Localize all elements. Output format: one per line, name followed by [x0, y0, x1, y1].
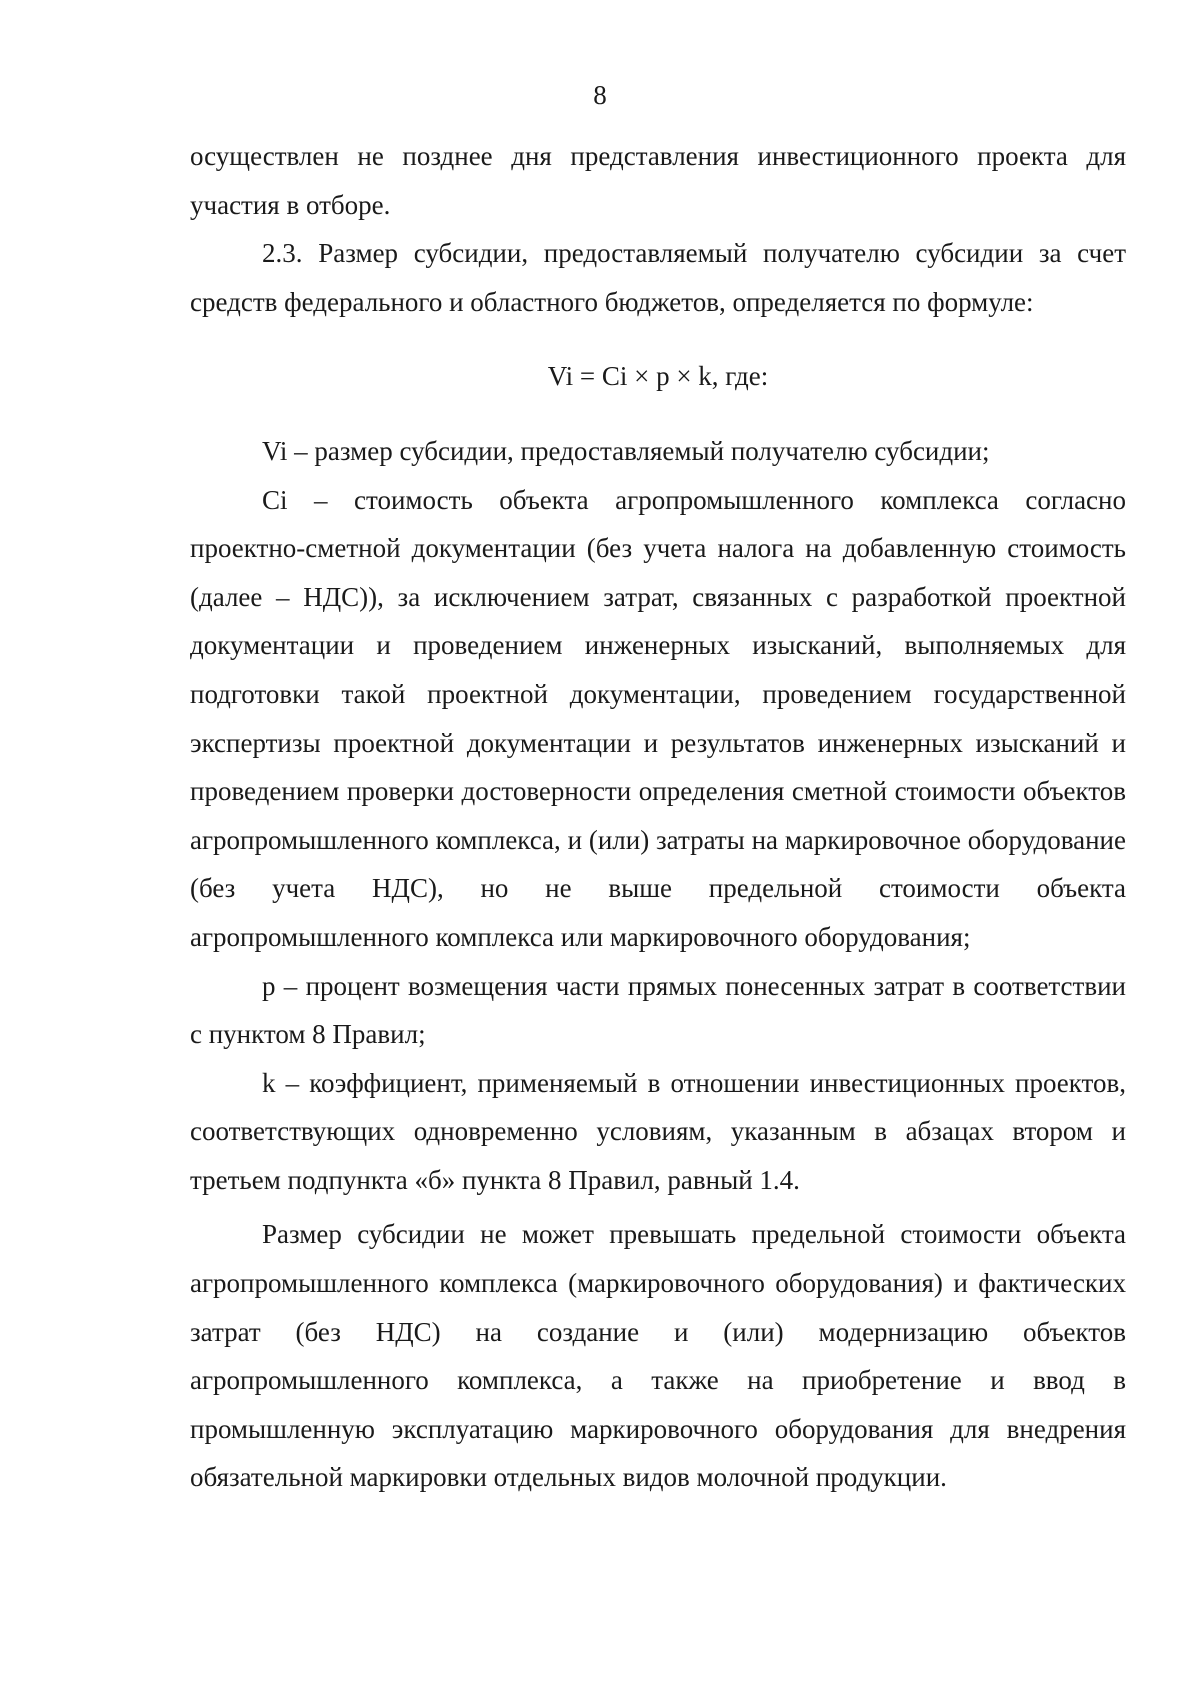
formula: Vi = Ci × p × k, где:	[547, 361, 769, 392]
definition-ci: Ci – стоимость объекта агропромышленного комплекса согласно проектно-сметной документации (без учета налога на добавленную стоимость (далее – НДС)), за исключением затрат, связанных с разработкой проектной документации и проведением инженерных изысканий, выполняемых для подготовки такой проектной документации, проведением государственной экспертизы проектной документации и результатов инженерных изысканий и проведением проверки достоверности определения сметной стоимости объектов агропромышленного комплекса, и (или) затраты на маркировочное оборудование (без учета НДС), но не выше предельной стоимости объекта агропромышленного комплекса или маркировочного оборудования;	[190, 484, 1126, 952]
paragraph-subsidy-limit: Размер субсидии не может превышать предельной стоимости объекта агропромышленного комплекса (маркировочного оборудования) и фактических затрат (без НДС) на создание и (или) модернизацию объектов агропромышленного комплекса, а также на приобретение и ввод в промышленную эксплуатацию маркировочного оборудования для внедрения обязательной маркировки отдельных видов молочной продукции.	[190, 1219, 1126, 1493]
document-body	[190, 132, 1126, 1502]
page-number: 8	[593, 80, 607, 110]
definition-vi: Vi – размер субсидии, предоставляемый получателю субсидии;	[262, 435, 990, 466]
definition-p: p – процент возмещения части прямых понесенных затрат в соответствии с пунктом 8 Правил;	[190, 970, 1126, 1050]
paragraph-section-2-3: 2.3. Размер субсидии, предоставляемый получателю субсидии за счет средств федерального и областного бюджетов, определяется по формуле:	[190, 238, 1126, 317]
definition-k: k – коэффициент, применяемый в отношении инвестиционных проектов, соответствующих одновременно условиям, указанным в абзацах втором и третьем подпункта «б» пункта 8 Правил, равный 1.4.	[190, 1067, 1126, 1195]
paragraph-continuation: осуществлен не позднее дня представления инвестиционного проекта для участия в отборе.	[190, 141, 1126, 220]
